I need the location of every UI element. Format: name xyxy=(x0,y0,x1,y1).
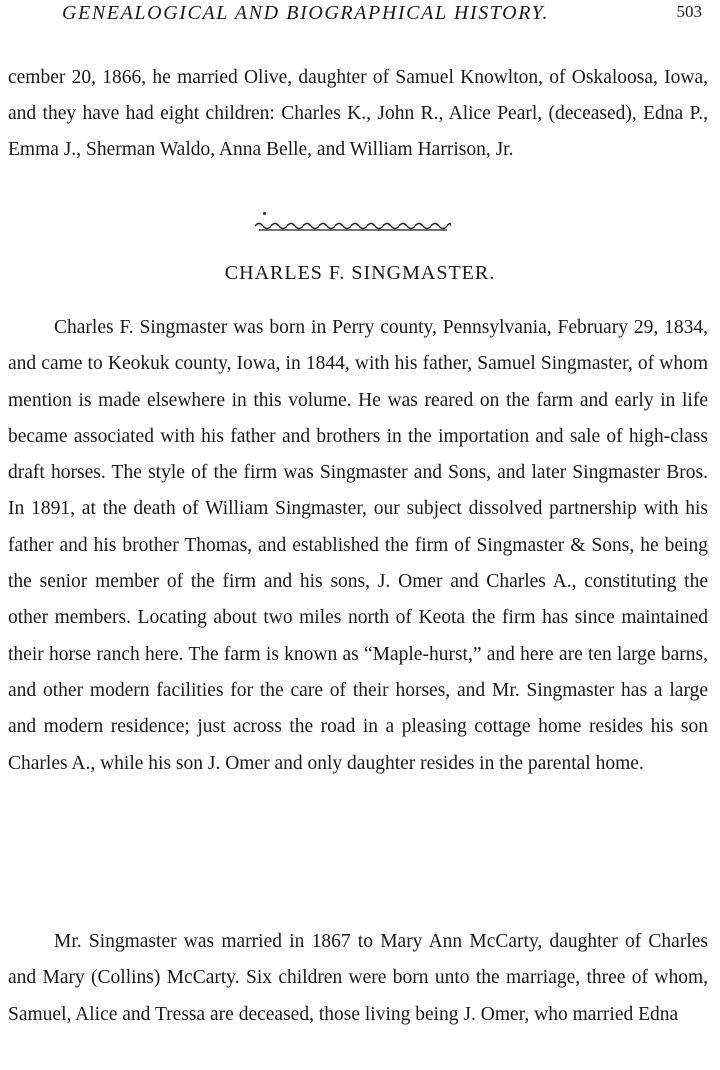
running-title: GENEALOGICAL AND BIOGRAPHICAL HISTORY. xyxy=(62,2,550,24)
page-number: 503 xyxy=(676,2,702,21)
paragraph-marriage: Mr. Singmaster was married in 1867 to Mary Ann McCarty, daughter of Charles and Mary (Collins) McCarty. Six children were born unto the marriage, three of whom, Samuel, Alice and Tressa are deceased, those living being J. Omer, who married Edna xyxy=(8,931,708,1025)
section-heading: CHARLES F. SINGMASTER. xyxy=(224,262,496,284)
paragraph-continued: cember 20, 1866, he married Olive, daughter of Samuel Knowlton, of Oskaloosa, Iowa, and they have had eight children: Charles K., John R., Alice Pearl, (deceased), Edna P., Emma J., Sherman Waldo, Anna Belle, and William Harrison, Jr. xyxy=(8,67,708,160)
paragraph-biography: Charles F. Singmaster was born in Perry county, Pennsylvania, February 29, 1834, and came to Keokuk county, Iowa, in 1844, with his father, Samuel Singmaster, of whom mention is made elsewhere in this volume. He was reared on the farm and early in life became associated with his father and brothers in the importation and sale of high-class draft horses. The style of the firm was Singmaster and Sons, and later Singmaster Bros. In 1891, at the death of William Singmaster, our subject dissolved partnership with his father and his brother Thomas, and established the firm of Singmaster & Sons, he being the senior member of the firm and his sons, J. Omer and Charles A., constituting the other members. Locating about two miles north of Keota the firm has since maintained their horse ranch here. The farm is known as “Maple-hurst,” and here are ten large barns, and other modern facilities for the care of their horses, and Mr. Singmaster has a large and modern residence; just across the road in a pleasing cottage home resides his son Charles A., while his son J. Omer and only daughter resides in the parental home. xyxy=(8,317,708,774)
wavy-rule-divider xyxy=(255,220,451,234)
ink-speck xyxy=(263,212,266,215)
